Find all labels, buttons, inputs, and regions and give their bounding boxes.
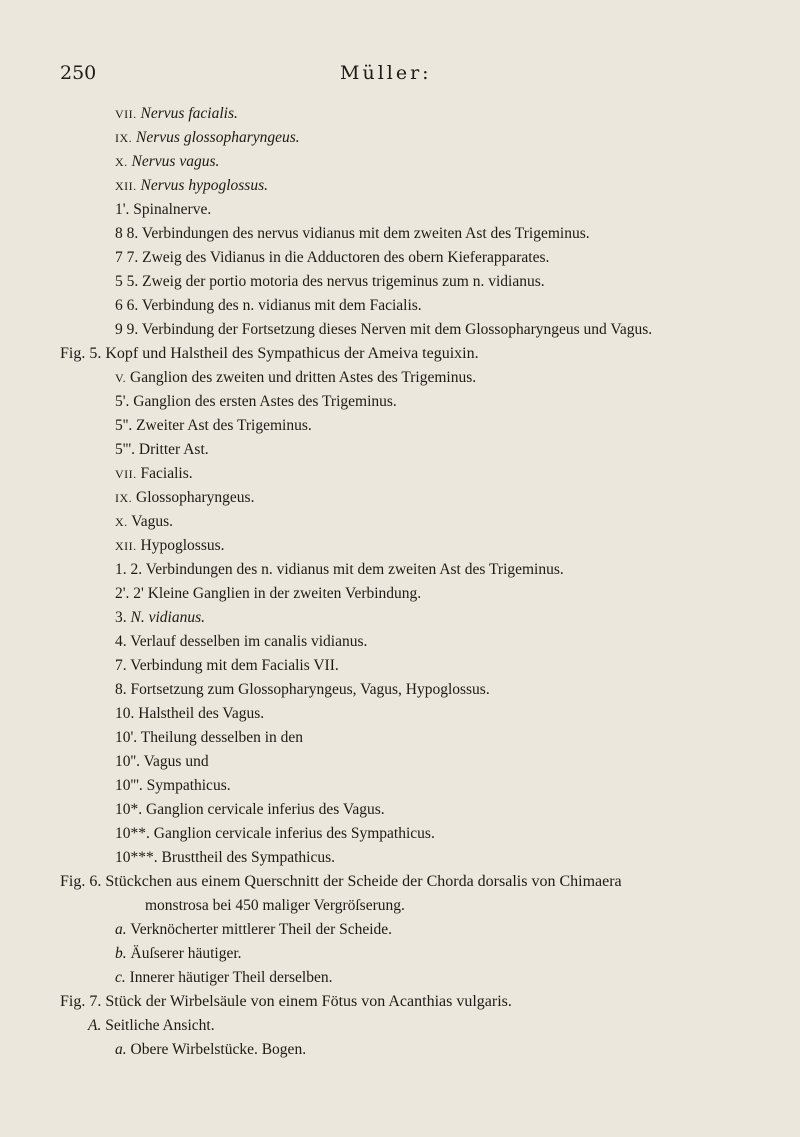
- legend-line: b. Äuſserer häutiger.: [115, 945, 242, 962]
- legend-line: IX. Nervus glossopharyngeus.: [115, 129, 300, 146]
- legend-line: 3. N. vidianus.: [115, 609, 205, 626]
- legend-line: 10***. Brusttheil des Sympathicus.: [115, 849, 336, 866]
- legend-line: 7 7. Zweig des Vidianus in die Adductoren des obern Kieferapparates.: [115, 249, 550, 266]
- legend-line: XII. Hypoglossus.: [115, 537, 225, 554]
- legend-line: 10*. Ganglion cervicale inferius des Vagus.: [115, 801, 385, 818]
- legend-line: 5'''. Dritter Ast.: [115, 441, 209, 458]
- legend-line: 10'. Theilung desselben in den: [115, 729, 304, 746]
- legend-line: a. Obere Wirbelstücke. Bogen.: [115, 1041, 307, 1058]
- legend-line: X. Vagus.: [115, 513, 174, 530]
- page-header: [0, 62, 800, 92]
- legend-line: 1. 2. Verbindungen des n. vidianus mit dem zweiten Ast des Trigeminus.: [115, 561, 564, 578]
- figure-heading: Fig. 5. Kopf und Halstheil des Sympathicus der Ameiva teguixin.: [60, 345, 479, 362]
- legend-line: X. Nervus vagus.: [115, 153, 220, 170]
- legend-line: 5 5. Zweig der portio motoria des nervus trigeminus zum n. vidianus.: [115, 273, 545, 290]
- legend-line: monstrosa bei 450 maliger Vergröſserung.: [145, 897, 405, 914]
- legend-line: 10'''. Sympathicus.: [115, 777, 231, 794]
- figure-heading: Fig. 6. Stückchen aus einem Querschnitt der Scheide der Chorda dorsalis von Chimaera: [60, 873, 622, 890]
- legend-line: VII. Facialis.: [115, 465, 193, 482]
- legend-line: 5'. Ganglion des ersten Astes des Trigeminus.: [115, 393, 397, 410]
- page-number: 250: [60, 62, 97, 84]
- legend-line: 1'. Spinalnerve.: [115, 201, 212, 218]
- legend-line: 10. Halstheil des Vagus.: [115, 705, 265, 722]
- legend-line: XII. Nervus hypoglossus.: [115, 177, 268, 194]
- legend-line: 7. Verbindung mit dem Facialis VII.: [115, 657, 339, 674]
- legend-line: 9 9. Verbindung der Fortsetzung dieses Nerven mit dem Glossopharyngeus und Vagus.: [115, 321, 653, 338]
- legend-line: 5''. Zweiter Ast des Trigeminus.: [115, 417, 312, 434]
- legend-line: 2'. 2' Kleine Ganglien in der zweiten Verbindung.: [115, 585, 422, 602]
- legend-line: a. Verknöcherter mittlerer Theil der Scheide.: [115, 921, 393, 938]
- legend-line: 4. Verlauf desselben im canalis vidianus.: [115, 633, 368, 650]
- legend-line: IX. Glossopharyngeus.: [115, 489, 255, 506]
- legend-line: c. Innerer häutiger Theil derselben.: [115, 969, 333, 986]
- legend-line: VII. Nervus facialis.: [115, 105, 238, 122]
- legend-line: 8. Fortsetzung zum Glossopharyngeus, Vagus, Hypoglossus.: [115, 681, 490, 698]
- legend-line: 8 8. Verbindungen des nervus vidianus mit dem zweiten Ast des Trigeminus.: [115, 225, 590, 242]
- figure-heading: Fig. 7. Stück der Wirbelsäule von einem Fötus von Acanthias vulgaris.: [60, 993, 512, 1010]
- legend-line: A. Seitliche Ansicht.: [88, 1017, 215, 1034]
- legend-line: 10**. Ganglion cervicale inferius des Sympathicus.: [115, 825, 435, 842]
- legend-line: V. Ganglion des zweiten und dritten Astes des Trigeminus.: [115, 369, 477, 386]
- legend-line: 10''. Vagus und: [115, 753, 209, 770]
- legend-line: 6 6. Verbindung des n. vidianus mit dem Facialis.: [115, 297, 422, 314]
- running-head: Müller:: [340, 62, 432, 84]
